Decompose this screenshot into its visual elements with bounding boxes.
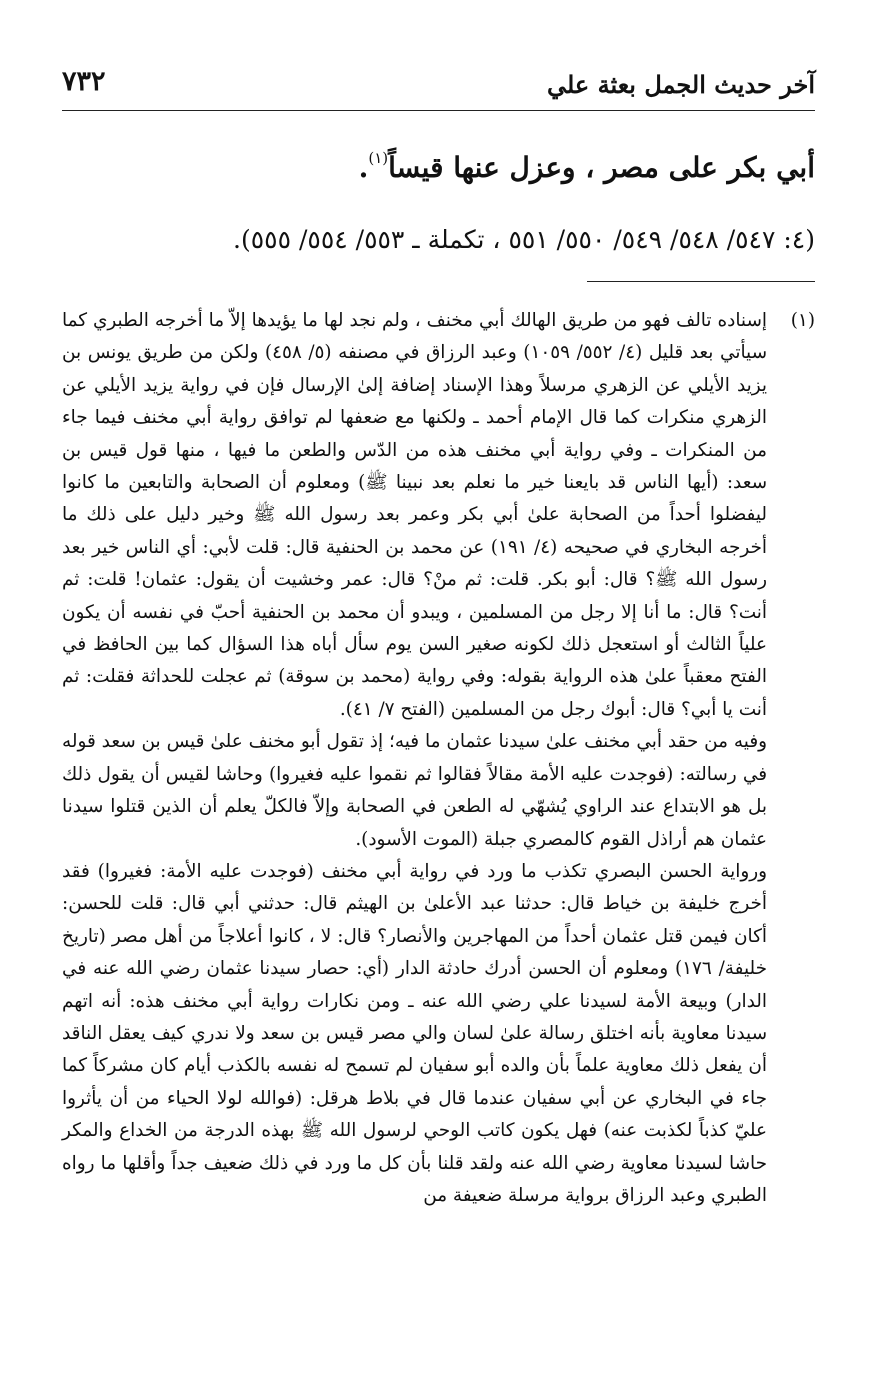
- footnote-marker[interactable]: (١): [368, 149, 389, 167]
- footnote-paragraph: ورواية الحسن البصري تكذب ما ورد في رواية أبي مخنف (فوجدت عليه الأمة: فغيروا) فقد أخرج خليفة بن خياط قال: حدثنا عبد الأعلىٰ بن الهيثم قال: حدثني أبي قال: قلت للحسن: أكان فيمن قتل عثمان أحداً من المهاجرين والأنصار؟ قال: لا ، كانوا أعلاجاً من أهل مصر (تاريخ خليفة/ ١٧٦) ومعلوم أن الحسن أدرك حادثة الدار (أي: حصار سيدنا عثمان رضي الله عنه في الدار) وبيعة الأمة لسيدنا علي رضي الله عنه ـ ومن نكارات رواية أبي مخنف هذه: أنه اتهم سيدنا معاوية بأنه اختلق رسالة علىٰ لسان والي مصر قيس بن سعد ولا ندري كيف يعقل الناقد أن يفعل ذلك معاوية علماً بأن والده أبو سفيان لم تسمح له نفسه بالكذب أيام كان مشركاً كما جاء في البخاري عن أبي سفيان عندما قال في بلاط هرقل: (فوالله لولا الحياء من أن يأثروا عليّ كذباً لكذبت عنه) فهل يكون كاتب الوحي لرسول الله ﷺ بهذه الدرجة من الخداع والمكر حاشا لسيدنا معاوية رضي الله عنه ولقد قلنا بأن كل ما ورد في ذلك ضعيف جداً وأقلها ما رواه الطبري وعبد الرزاق برواية مرسلة ضعيفة من: [62, 860, 767, 1206]
- main-sentence: أبي بكر على مصر ، وعزل عنها قيساً: [388, 151, 815, 184]
- main-text: [62, 128, 815, 198]
- footnote-separator: [587, 281, 815, 282]
- running-title: آخر حديث الجمل بعثة علي: [546, 70, 815, 99]
- volume-page-references: (٤: ٥٤٧/ ٥٤٨/ ٥٤٩/ ٥٥٠/ ٥٥١ ، تكملة ـ ٥٥٣/ ٥٥٤/ ٥٥٥).: [233, 225, 815, 254]
- footnote: [62, 305, 815, 1212]
- page-number: ٧٣٢: [62, 66, 106, 97]
- footnote-number: (١): [790, 310, 815, 331]
- footnote-paragraph: إسناده تالف فهو من طريق الهالك أبي مخنف ، ولم نجد لها ما يؤيدها إلاّ ما أخرجه الطبري كما سيأتي بعد قليل (٤/ ٥٥٢/ ١٠٥٩) وعبد الرزاق في مصنفه (٥/ ٤٥٨) ولكن من طريق يونس بن يزيد الأيلي عن الزهري مرسلاً وهذا الإسناد إضافة إلىٰ الإرسال فإن في رواية يزيد الأيلي عن الزهري منكرات كما قال الإمام أحمد ـ ولكنها مع ضعفها لم توافق رواية أبي مخنف فيما جاء من المنكرات ـ وفي رواية أبي مخنف هذه من الدّس والطعن ما فيها ، منها قول قيس بن سعد: (أيها الناس قد بايعنا خير ما نعلم بعد نبينا ﷺ) ومعلوم أن الصحابة والتابعين ما كانوا ليفضلوا أحداً من الصحابة علىٰ أبي بكر وعمر بعد رسول الله ﷺ وخير دليل على ذلك ما أخرجه البخاري في صحيحه (٤/ ١٩١) عن محمد بن الحنفية قال: قلت لأبي: أي الناس خير بعد رسول الله ﷺ؟ قال: أبو بكر. قلت: ثم منْ؟ قال: عمر وخشيت أن يقول: عثمان! قلت: ثم أنت؟ قال: ما أنا إلا رجل من المسلمين ، ويبدو أن محمد بن الحنفية أحبّ في نفسه أن يكون علياً الثالث أو استعجل ذلك لكونه صغير السن يوم سأل أباه هذا السؤال كما بين الحافظ في الفتح معقباً علىٰ هذه الرواية بقوله: وفي رواية (محمد بن سوقة) ثم عجلت للحداثة فقلت: ثم أنت يا أبي؟ قال: أبوك رجل من المسلمين (الفتح ٧/ ٤١).: [62, 310, 768, 720]
- main-sentence-end: .: [358, 151, 369, 184]
- footnote-paragraph: وفيه من حقد أبي مخنف علىٰ سيدنا عثمان ما فيه؛ إذ تقول أبو مخنف علىٰ قيس بن سعد قوله في رسالته: (فوجدت عليه الأمة مقالاً فقالوا ثم نقموا عليه فغيروا) وحاشا لقيس أن يقول ذلك بل هو الابتداع عند الراوي يُشهّي له الطعن في الصحابة وإلاّ فالكلّ يعلم أن الذين قتلوا سيدنا عثمان هم أراذل القوم كالمصري جبلة (الموت الأسود).: [62, 731, 767, 850]
- footnote-body: [62, 305, 767, 1212]
- page-header: [62, 58, 815, 111]
